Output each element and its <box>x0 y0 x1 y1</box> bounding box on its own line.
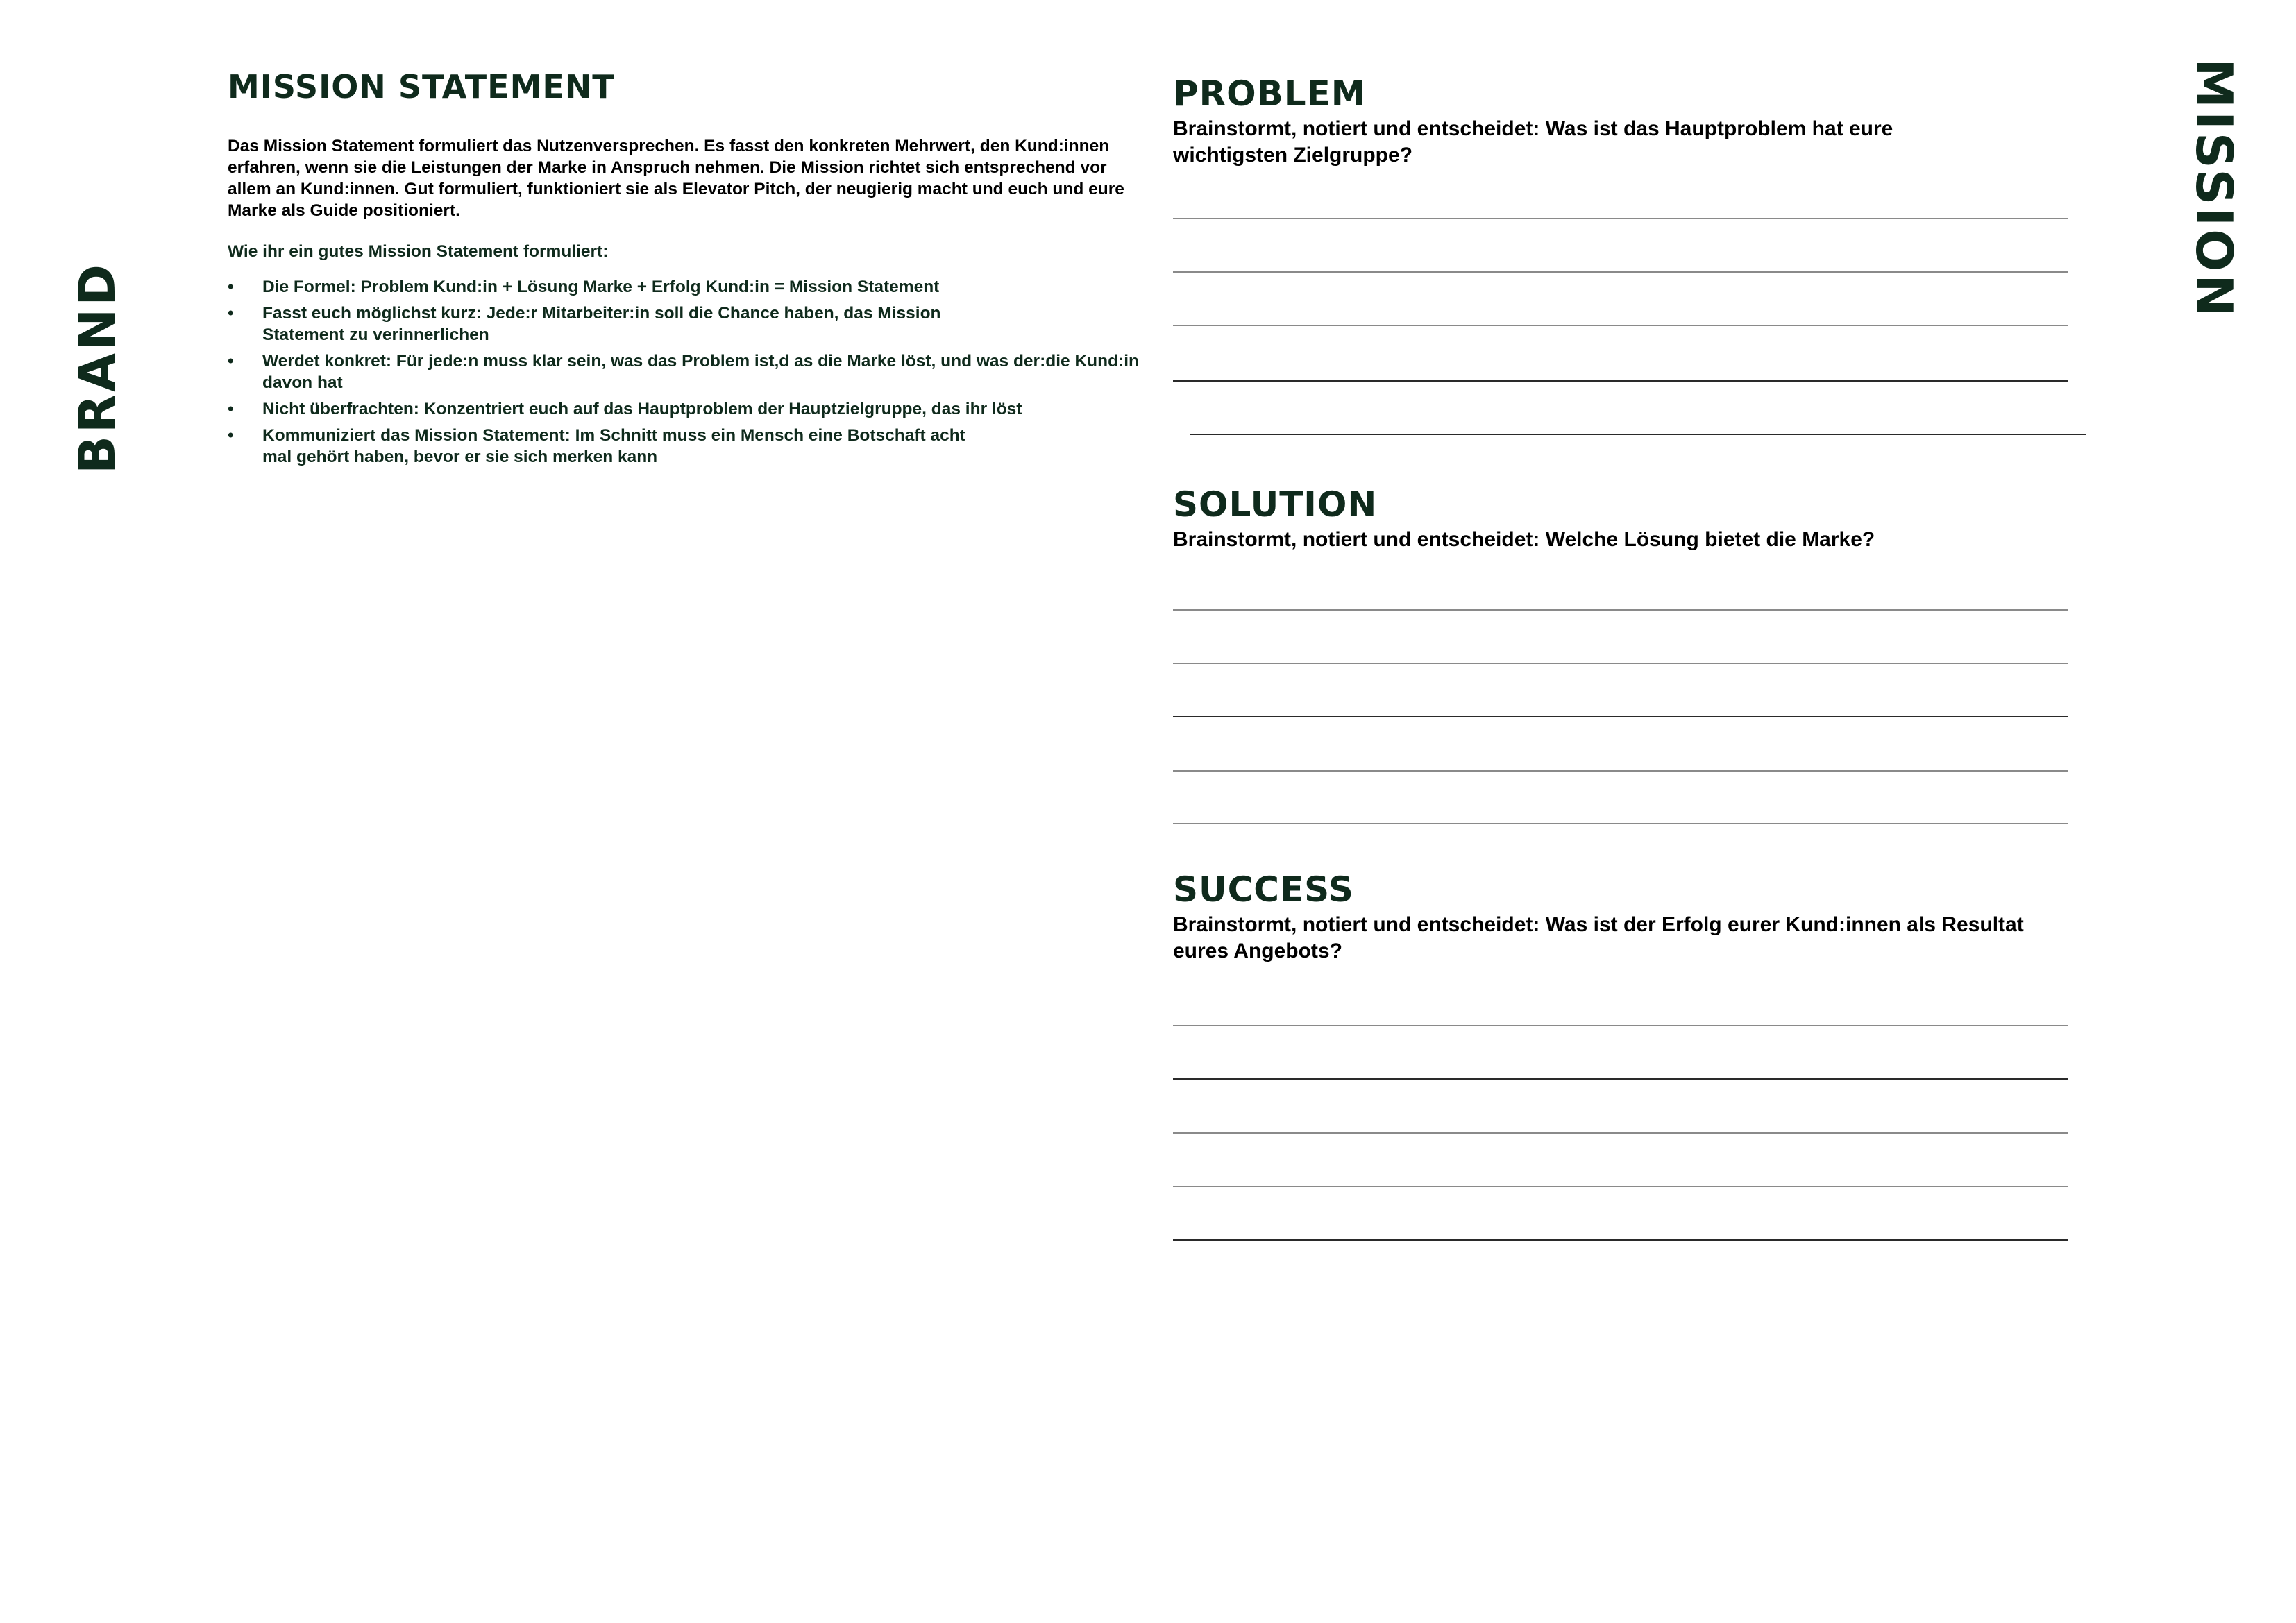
success-writing-line[interactable] <box>1173 1025 2068 1026</box>
problem-writing-line[interactable] <box>1173 325 2068 326</box>
tip-text: Die Formel: Problem Kund:in + Lösung Marke + Erfolg Kund:in = Mission Statement <box>262 277 940 296</box>
success-writing-line[interactable] <box>1173 1078 2068 1080</box>
mission-statement-panel <box>228 68 1139 473</box>
list-item <box>228 350 1139 393</box>
solution-prompt: Brainstormt, notiert und entscheidet: Welche Lösung bietet die Marke? <box>1173 528 1875 551</box>
solution-section <box>1173 486 2075 553</box>
mission-statement-title: MISSION STATEMENT <box>228 68 615 105</box>
solution-writing-line[interactable] <box>1173 770 2068 772</box>
solution-writing-line[interactable] <box>1173 609 2068 611</box>
success-title: SUCCESS <box>1173 869 1354 910</box>
list-item <box>228 398 1130 420</box>
tip-text: Nicht überfrachten: Konzentriert euch auf das Hauptproblem der Hauptzielgruppe, das ihr löst <box>262 399 1022 418</box>
list-item <box>228 303 1130 346</box>
success-prompt: Brainstormt, notiert und entscheidet: Was ist der Erfolg eurer Kund:innen als Resultat eures Angebots? <box>1173 913 2024 962</box>
bullet-icon: • <box>228 399 234 418</box>
success-writing-line[interactable] <box>1173 1186 2068 1187</box>
mission-statement-intro: Das Mission Statement formuliert das Nutzenversprechen. Es fasst den konkreten Mehrwert, den Kund:innen erfahren, wenn sie die Leistungen der Marke in Anspruch nehmen. Die Mission richtet sich entsprechend vor allem an Kund:innen. Gut formuliert, funktioniert sie als Elevator Pitch, der neugierig macht und euch und eure Marke als Guide positioniert. <box>228 136 1124 220</box>
bullet-icon: • <box>228 351 234 371</box>
tip-text: Werdet konkret: Für jede:n muss klar sein, was das Problem ist,d as die Marke löst, und was der:die Kund:in davon hat <box>262 351 1139 392</box>
solution-writing-line[interactable] <box>1173 716 2068 717</box>
bullet-icon: • <box>228 425 234 445</box>
brand-side-label: BRAND <box>68 261 126 475</box>
problem-title: PROBLEM <box>1173 74 1367 114</box>
problem-writing-line[interactable] <box>1190 434 2086 435</box>
bullet-icon: • <box>228 303 234 323</box>
tip-text: Fasst euch möglichst kurz: Jede:r Mitarbeiter:in soll die Chance haben, das Mission Statement zu verinnerlichen <box>262 303 941 344</box>
success-writing-line[interactable] <box>1173 1239 2068 1241</box>
solution-title: SOLUTION <box>1173 484 1378 525</box>
success-section <box>1173 871 2075 965</box>
solution-writing-line[interactable] <box>1173 663 2068 664</box>
howto-heading: Wie ihr ein gutes Mission Statement formuliert: <box>228 241 609 261</box>
bullet-icon: • <box>228 277 234 296</box>
problem-writing-line[interactable] <box>1173 380 2068 382</box>
problem-writing-line[interactable] <box>1173 271 2068 273</box>
problem-section <box>1173 75 2075 169</box>
success-writing-line[interactable] <box>1173 1132 2068 1134</box>
list-item <box>228 425 1130 468</box>
list-item <box>228 276 1130 298</box>
tips-list <box>228 276 1139 468</box>
problem-prompt: Brainstormt, notiert und entscheidet: Was ist das Hauptproblem hat eure wichtigsten Zielgruppe? <box>1173 117 1893 167</box>
mission-side-label: MISSION <box>2185 58 2243 319</box>
problem-writing-line[interactable] <box>1173 218 2068 219</box>
tip-text: Kommuniziert das Mission Statement: Im Schnitt muss ein Mensch eine Botschaft acht mal gehört haben, bevor er sie sich merken kann <box>262 425 965 466</box>
solution-writing-line[interactable] <box>1173 823 2068 824</box>
